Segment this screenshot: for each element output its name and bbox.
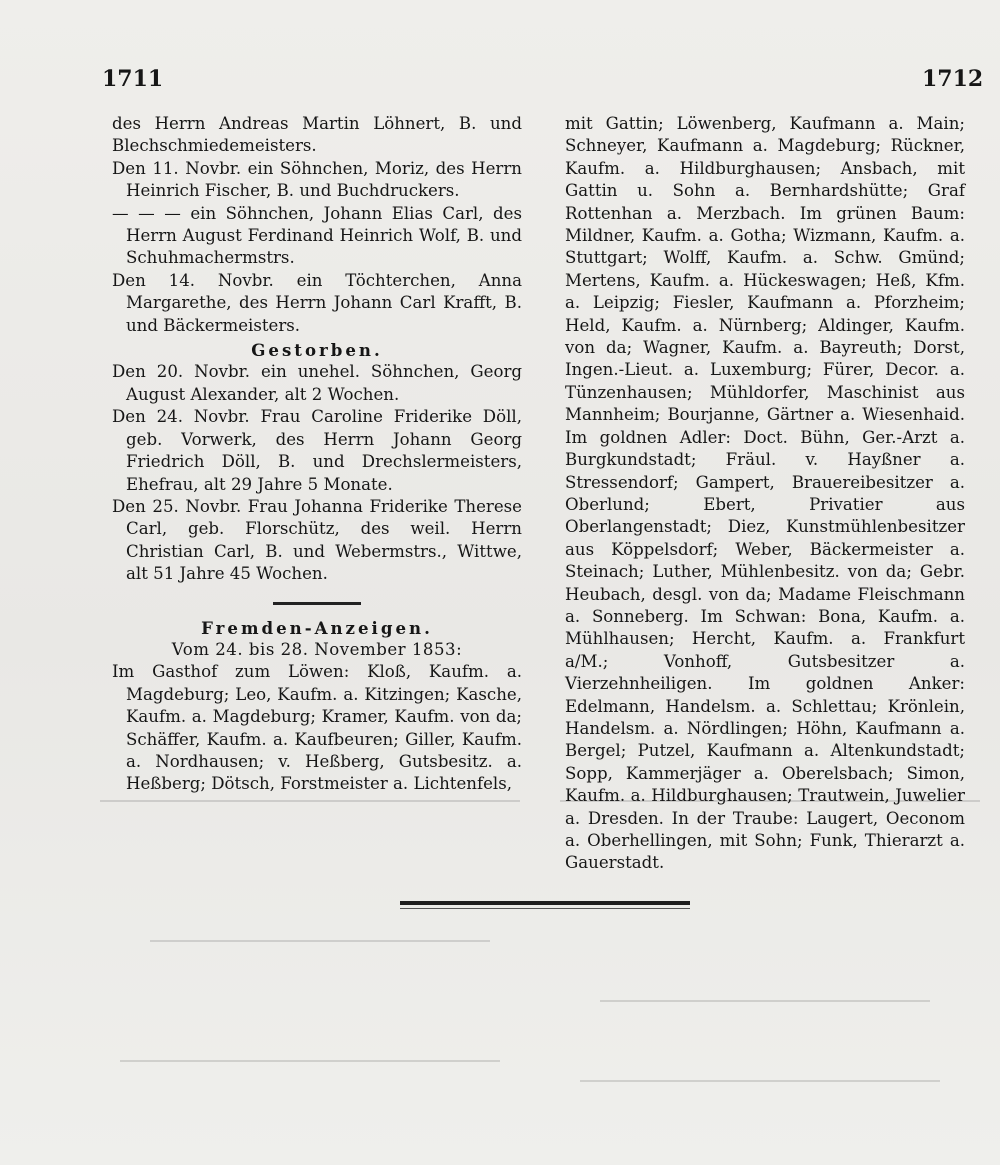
death-entry: Den 20. Novbr. ein unehel. Söhnchen, Georg August Alexander, alt 2 Wochen. [112, 362, 522, 404]
bleed-through-line [580, 1080, 940, 1082]
birth-entry: Den 14. Novbr. ein Töchterchen, Anna Margarethe, des Herrn Johann Carl Krafft, B. und Bäckermeisters. [112, 270, 522, 335]
visitors-text: Im Gasthof zum Löwen: Kloß, Kaufm. a. Magdeburg; Leo, Kaufm. a. Kitzingen; Kasche, Kaufm. a. Magdeburg; Kramer, Kaufm. von da; Schäffer, Kaufm. a. Kaufbeuren; Giller, Kaufm. a. Nordhausen; v. Heßberg, Gutsbesitz. a. Heßberg; Dötsch, Forstmeister a. Lichtenfels, [112, 662, 522, 794]
birth-entry: — — — ein Söhnchen, Johann Elias Carl, des Herrn August Ferdinand Heinrich Wolf, B. und Schuhmachermstrs. [112, 203, 522, 268]
deaths-heading: Gestorben. [251, 340, 383, 361]
birth-entry: Den 11. Novbr. ein Söhnchen, Moriz, des Herrn Heinrich Fischer, B. und Buchdruckers. [112, 158, 522, 201]
section-rule-thin [400, 908, 690, 909]
visitors-heading: Fremden-Anzeigen. [201, 617, 433, 638]
bleed-through-line [120, 1060, 500, 1062]
bleed-through-line [100, 800, 520, 802]
page-number-left: 1711 [102, 66, 164, 92]
visitors-dates: Vom 24. bis 28. November 1853: [171, 639, 463, 659]
death-entry: Den 25. Novbr. Frau Johanna Friderike Therese Carl, geb. Florschütz, des weil. Herrn Christian Carl, B. und Webermstrs., Wittwe, alt 51 Jahre 45 Wochen. [112, 496, 522, 584]
section-rule [400, 901, 690, 905]
page-number-right: 1712 [922, 66, 984, 92]
right-column [565, 113, 965, 875]
birth-entry-continued: des Herrn Andreas Martin Löhnert, B. und Blechschmiedemeisters. [112, 114, 522, 156]
bleed-through-line [600, 1000, 930, 1002]
bleed-through-line [150, 940, 490, 942]
divider-rule [273, 602, 361, 605]
death-entry: Den 24. Novbr. Frau Caroline Friderike Döll, geb. Vorwerk, des Herrn Johann Georg Friedrich Döll, B. und Drechslermeisters, Ehefrau, alt 29 Jahre 5 Monate. [112, 407, 522, 494]
left-column [112, 113, 522, 796]
visitors-text-continued: mit Gattin; Löwenberg, Kaufmann a. Main; Schneyer, Kaufmann a. Magdeburg; Rückner, Kaufm. a. Hildburghausen; Ansbach, mit Gattin u. Sohn a. Bernhardshütte; Graf Rottenhan a. Merzbach. Im grünen Baum: Mildner, Kaufm. a. Gotha; Wizmann, Kaufm. a. Stuttgart; Wolff, Kaufm. a. Schw. Gmünd; Mertens, Kaufm. a. Hückeswagen; Heß, Kfm. a. Leipzig; Fiesler, Kaufmann a. Pforzheim; Held, Kaufm. a. Nürnberg; Aldinger, Kaufm. von da; Wagner, Kaufm. a. Bayreuth; Dorst, Ingen.-Lieut. a. Luxemburg; Fürer, Decor. a. Tünzenhausen; Mühldorfer, Maschinist aus Mannheim; Bourjanne, Gärtner a. Wiesenhaid. Im goldnen Adler: Doct. Bühn, Ger.-Arzt a. Burgkundstadt; Fräul. v. Hayßner a. Stressendorf; Gampert, Brauereibesitzer a. Oberlund; Ebert, Privatier aus Oberlangenstadt; Diez, Kunstmühlenbesitzer aus Köppelsdorf; Weber, Bäckermeister a. Steinach; Luther, Mühlenbesitz. von da; Gebr. Heubach, desgl. von da; Madame Fleischmann a. Sonneberg. Im Schwan: Bona, Kaufm. a. Mühlhausen; Hercht, Kaufm. a. Frankfurt a/M.; Vonhoff, Gutsbesitzer a. Vierzehnheiligen. Im goldnen Anker: Edelmann, Handelsm. a. Schlettau; Krönlein, Handelsm. a. Nördlingen; Höhn, Kaufmann a. Bergel; Putzel, Kaufmann a. Altenkundstadt; Sopp, Kammerjäger a. Oberelsbach; Simon, Kaufm. a. Hildburghausen; Trautwein, Juwelier a. Dresden. In der Traube: Laugert, Oeconom a. Oberhellingen, mit Sohn; Funk, Thierarzt a. Gauerstadt. [565, 114, 965, 873]
